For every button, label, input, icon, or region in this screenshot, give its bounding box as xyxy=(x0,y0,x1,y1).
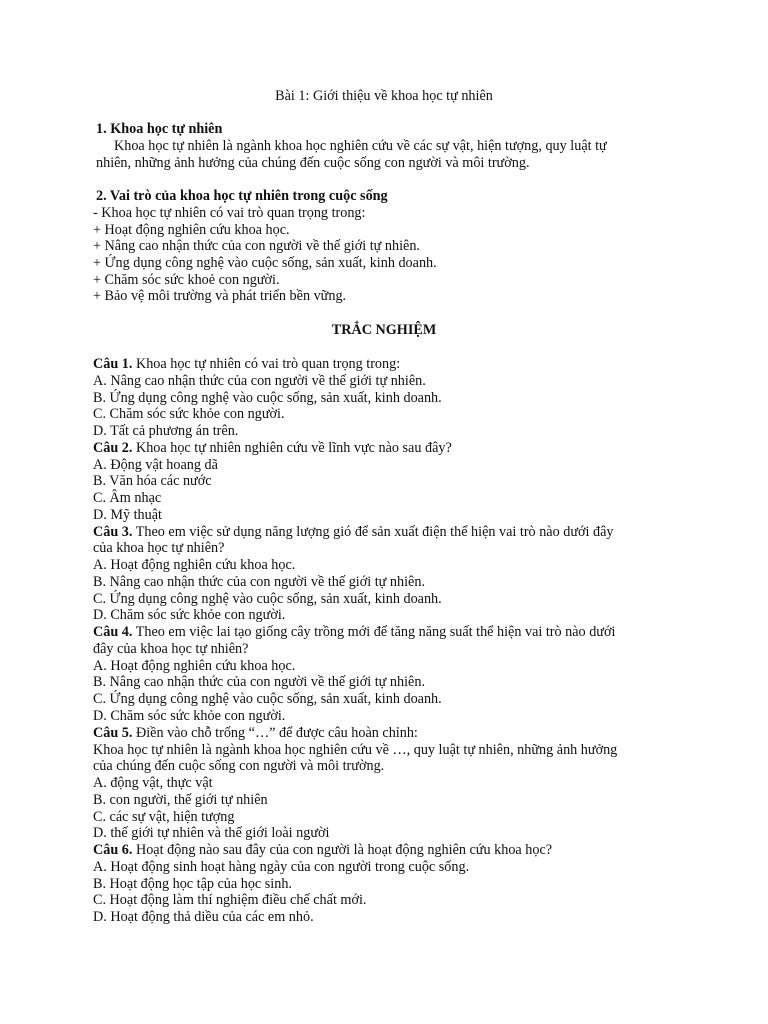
answer-option: B. Văn hóa các nước xyxy=(93,473,212,489)
section-2-heading: 2. Vai trò của khoa học tự nhiên trong cuộc sống xyxy=(96,188,388,204)
answer-option: D. Mỹ thuật xyxy=(93,507,162,523)
answer-option: A. động vật, thực vật xyxy=(93,775,213,791)
section-1-paragraph-line-1: Khoa học tự nhiên là ngành khoa học nghiên cứu về các sự vật, hiện tượng, quy luật tự xyxy=(114,138,607,154)
document-title: Bài 1: Giới thiệu về khoa học tự nhiên xyxy=(275,88,493,104)
section-2-line: + Bảo vệ môi trường và phát triển bền vững. xyxy=(93,288,347,304)
question-5 xyxy=(93,725,418,742)
answer-option: B. Ứng dụng công nghệ vào cuộc sống, sản xuất, kinh doanh. xyxy=(93,390,442,406)
question-text: Theo em việc sử dụng năng lượng gió để sản xuất điện thể hiện vai trò nào dưới đây xyxy=(132,524,614,540)
question-label: Câu 6. xyxy=(93,842,133,858)
answer-option: C. Ứng dụng công nghệ vào cuộc sống, sản xuất, kinh doanh. xyxy=(93,591,442,607)
question-4 xyxy=(93,624,615,641)
answer-option: D. Chăm sóc sức khỏe con người. xyxy=(93,607,286,623)
answer-option: A. Động vật hoang dã xyxy=(93,457,218,473)
answer-option: B. Nâng cao nhận thức của con người về thế giới tự nhiên. xyxy=(93,674,425,690)
answer-option: C. các sự vật, hiện tượng xyxy=(93,809,235,825)
question-text: Theo em việc lai tạo giống cây trồng mới để tăng năng suất thể hiện vai trò nào dưới xyxy=(132,624,616,640)
section-2-line: + Ứng dụng công nghệ vào cuộc sống, sản xuất, kinh doanh. xyxy=(93,255,437,271)
question-label: Câu 1. xyxy=(93,356,133,372)
question-text-continued: đây của khoa học tự nhiên? xyxy=(93,641,249,657)
section-1-paragraph-line-2: nhiên, những ảnh hưởng của chúng đến cuộc sống con người và môi trường. xyxy=(96,155,530,171)
section-2-line: + Hoạt động nghiên cứu khoa học. xyxy=(93,222,290,238)
answer-option: C. Hoạt động làm thí nghiệm điều chế chất mới. xyxy=(93,892,367,908)
answer-option: D. Hoạt động thả diều của các em nhỏ. xyxy=(93,909,314,925)
question-1 xyxy=(93,356,400,373)
question-text-continued: Khoa học tự nhiên là ngành khoa học nghiên cứu về …, quy luật tự nhiên, những ảnh hưởng xyxy=(93,742,618,758)
quiz-title: TRẮC NGHIỆM xyxy=(331,322,437,338)
question-text: Khoa học tự nhiên có vai trò quan trọng trong: xyxy=(132,356,401,372)
answer-option: D. Chăm sóc sức khỏe con người. xyxy=(93,708,286,724)
answer-option: A. Hoạt động sinh hoạt hàng ngày của con người trong cuộc sống. xyxy=(93,859,470,875)
question-label: Câu 4. xyxy=(93,624,133,640)
answer-option: A. Nâng cao nhận thức của con người về thế giới tự nhiên. xyxy=(93,373,426,389)
question-3 xyxy=(93,524,614,541)
section-1-heading: 1. Khoa học tự nhiên xyxy=(96,121,223,137)
question-text-continued: của chúng đến cuộc sống con người và môi trường. xyxy=(93,758,385,774)
answer-option: C. Âm nhạc xyxy=(93,490,162,506)
answer-option: C. Ứng dụng công nghệ vào cuộc sống, sản xuất, kinh doanh. xyxy=(93,691,442,707)
section-2-line: + Chăm sóc sức khoẻ con người. xyxy=(93,272,280,288)
section-2-line: + Nâng cao nhận thức của con người về thế giới tự nhiên. xyxy=(93,238,420,254)
answer-option: C. Chăm sóc sức khỏe con người. xyxy=(93,406,285,422)
answer-option: B. con người, thế giới tự nhiên xyxy=(93,792,268,808)
question-label: Câu 5. xyxy=(93,725,133,741)
question-text-continued: của khoa học tự nhiên? xyxy=(93,540,225,556)
answer-option: D. Tất cả phương án trên. xyxy=(93,423,239,439)
question-text: Khoa học tự nhiên nghiên cứu về lĩnh vực nào sau đây? xyxy=(132,440,452,456)
answer-option: D. thế giới tự nhiên và thế giới loài người xyxy=(93,825,330,841)
answer-option: B. Hoạt động học tập của học sinh. xyxy=(93,876,292,892)
question-6 xyxy=(93,842,552,859)
answer-option: A. Hoạt động nghiên cứu khoa học. xyxy=(93,557,296,573)
question-label: Câu 2. xyxy=(93,440,133,456)
section-2-line: - Khoa học tự nhiên có vai trò quan trọng trong: xyxy=(93,205,366,221)
question-text: Hoạt động nào sau đây của con người là hoạt động nghiên cứu khoa học? xyxy=(132,842,553,858)
question-text: Điền vào chỗ trống “…” để được câu hoàn chỉnh: xyxy=(132,725,418,741)
answer-option: B. Nâng cao nhận thức của con người về thế giới tự nhiên. xyxy=(93,574,425,590)
answer-option: A. Hoạt động nghiên cứu khoa học. xyxy=(93,658,296,674)
question-2 xyxy=(93,440,452,457)
question-label: Câu 3. xyxy=(93,524,133,540)
